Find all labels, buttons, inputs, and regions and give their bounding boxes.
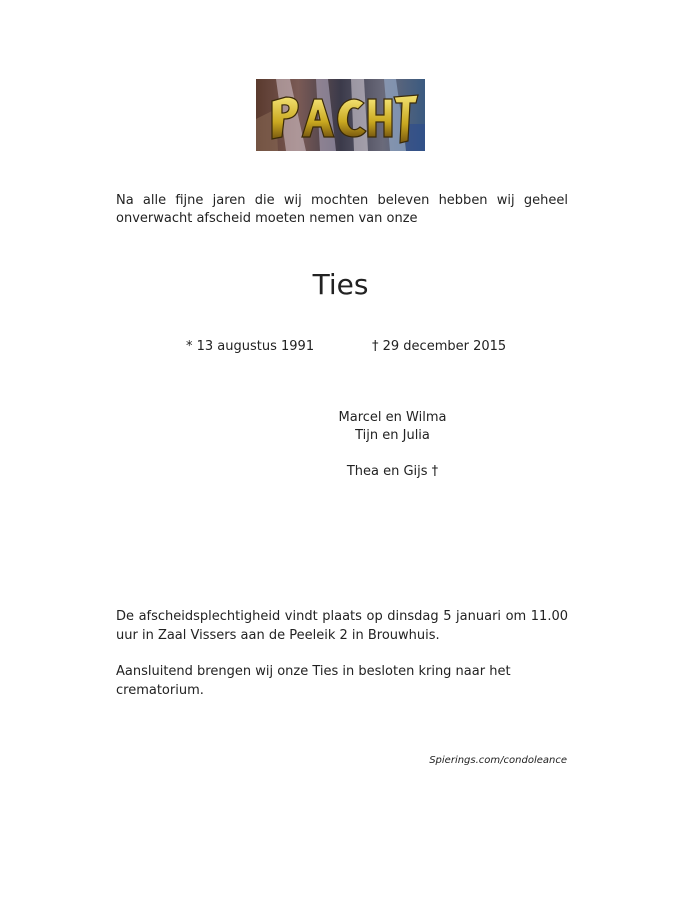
deceased-name: Ties [312, 268, 369, 301]
family-spacer [300, 445, 485, 463]
family-line-parents: Marcel en Wilma [338, 410, 447, 425]
ceremony-text: De afscheidsplechtigheid vindt plaats op dinsdag 5 januari om 11.00 uur in Zaal Vissers aan de Peeleik 2 in Brouwhuis. [116, 609, 568, 643]
condolence-link[interactable]: Spierings.com/condoleance [429, 755, 567, 766]
birth-date: * 13 augustus 1991 [186, 339, 315, 354]
family-line-siblings: Tijn en Julia [355, 428, 430, 443]
family-names [300, 409, 485, 481]
pacht-logo-image [256, 79, 425, 151]
intro-text: Na alle fijne jaren die wij mochten beleven hebben wij geheel onverwacht afscheid moeten nemen van onze [116, 193, 568, 226]
death-date: † 29 december 2015 [372, 339, 507, 354]
afterwards-text: Aansluitend brengen wij onze Ties in besloten kring naar het crematorium. [116, 664, 511, 698]
family-line-grandparents: Thea en Gijs † [346, 464, 439, 479]
